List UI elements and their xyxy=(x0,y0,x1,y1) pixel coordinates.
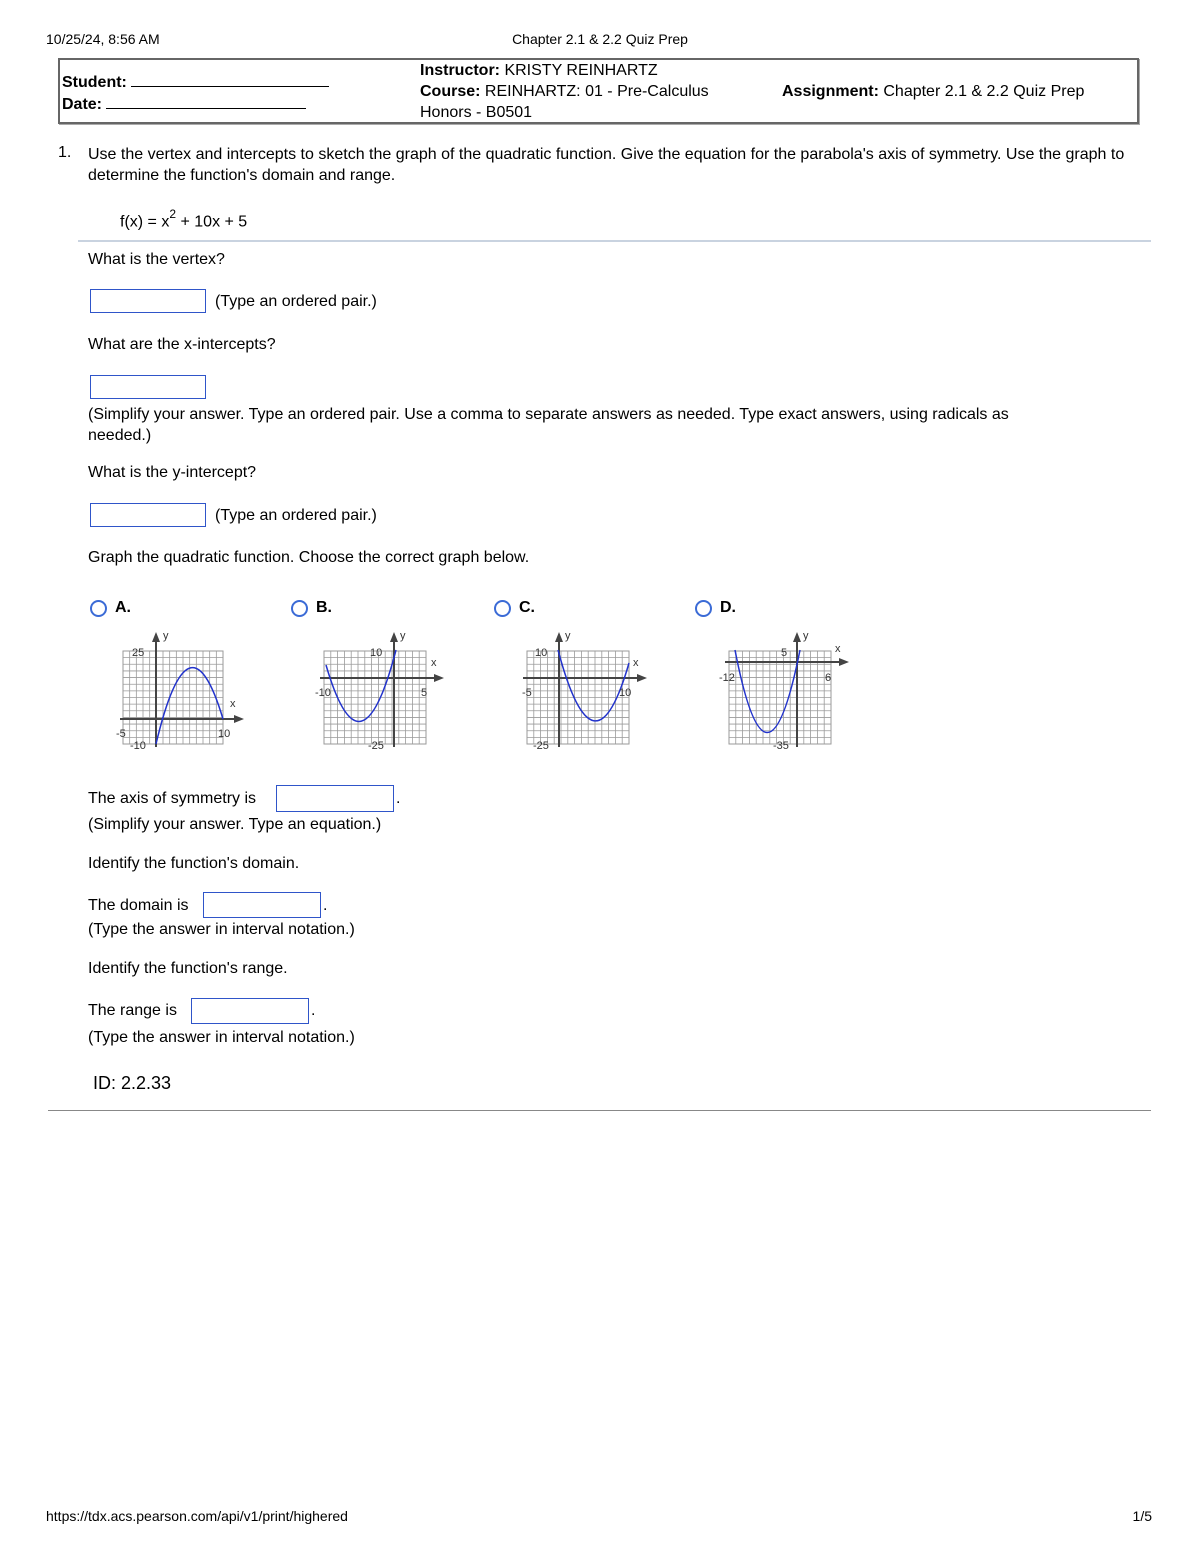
choice-c-label: C. xyxy=(519,599,535,616)
choice-d-xmax: 6 xyxy=(825,672,832,684)
instructor-value: KRISTY REINHARTZ xyxy=(504,62,658,79)
choice-a-ymax: 25 xyxy=(132,647,145,659)
assignment-field xyxy=(782,83,1084,101)
choice-d-graph[interactable] xyxy=(715,625,860,755)
choice-a-graph[interactable] xyxy=(110,625,255,755)
course-value: REINHARTZ: 01 - Pre-Calculus xyxy=(484,83,709,100)
assignment-info-box xyxy=(58,58,1139,124)
choice-a-xmin: -5 xyxy=(116,728,126,740)
xint-input[interactable] xyxy=(90,375,206,399)
choice-d-label: D. xyxy=(720,599,736,616)
date-label: Date: xyxy=(62,96,103,113)
choice-d-ylabel: y xyxy=(803,630,809,642)
choice-b-y-arrow xyxy=(390,632,398,642)
course-label: Course: xyxy=(420,83,481,100)
formula-lhs: f(x) = x xyxy=(120,213,170,231)
choice-d-xmin: -12 xyxy=(719,672,735,684)
range-prefix: The range is xyxy=(88,1002,177,1019)
vertex-question: What is the vertex? xyxy=(88,251,225,268)
date-blank-line xyxy=(106,95,306,109)
xint-hint: (Simplify your answer. Type an ordered pair. Use a comma to separate answers as needed. Type exact answers, using radicals as needed.) xyxy=(88,406,1009,444)
assignment-label: Assignment: xyxy=(782,83,879,100)
choice-b-label: B. xyxy=(316,599,332,616)
choice-b-ymax: 10 xyxy=(370,647,383,659)
choice-b-ymin: -25 xyxy=(368,740,384,752)
axis-prefix: The axis of symmetry is xyxy=(88,790,257,807)
formula-exponent: 2 xyxy=(169,207,177,221)
range-prompt: Identify the function's range. xyxy=(88,960,288,977)
range-suffix: . xyxy=(311,1002,316,1019)
choice-c-y-arrow xyxy=(555,632,563,642)
print-title: Chapter 2.1 & 2.2 Quiz Prep xyxy=(512,31,688,47)
question-id: ID: 2.2.33 xyxy=(93,1073,172,1093)
choice-d-radio[interactable] xyxy=(695,600,712,617)
choice-a-ymin: -10 xyxy=(130,740,146,752)
student-label: Student: xyxy=(62,74,127,91)
choice-a-y-arrow xyxy=(152,632,160,642)
instructor-label: Instructor: xyxy=(420,62,500,79)
choice-a-ylabel: y xyxy=(163,630,169,642)
vertex-hint: (Type an ordered pair.) xyxy=(215,293,377,310)
axis-suffix: . xyxy=(396,790,401,807)
choice-c-x-arrow xyxy=(637,674,647,682)
choice-b-xmax: 5 xyxy=(421,687,428,699)
domain-hint: (Type the answer in interval notation.) xyxy=(88,921,355,938)
function-formula xyxy=(120,209,247,231)
choice-c-xmin: -5 xyxy=(522,687,532,699)
choice-b-ylabel: y xyxy=(400,630,406,642)
choice-c-radio[interactable] xyxy=(494,600,511,617)
domain-input[interactable] xyxy=(203,892,321,918)
instructor-field xyxy=(420,62,658,80)
formula-rest: + 10x + 5 xyxy=(176,213,248,231)
yint-question: What is the y-intercept? xyxy=(88,464,257,481)
choice-c-xlabel: x xyxy=(633,657,639,669)
choice-a-xmax: 10 xyxy=(218,728,231,740)
choice-b-graph[interactable] xyxy=(310,625,455,755)
choice-a-grid xyxy=(123,651,223,744)
assignment-value: Chapter 2.1 & 2.2 Quiz Prep xyxy=(883,83,1085,100)
choice-c-ymin: -25 xyxy=(533,740,549,752)
xint-question: What are the x-intercepts? xyxy=(88,336,276,353)
choice-b-xlabel: x xyxy=(431,657,437,669)
choice-d-ymax: 5 xyxy=(781,647,788,659)
choice-c-graph[interactable] xyxy=(513,625,658,755)
choice-b-grid xyxy=(324,651,426,744)
question-divider xyxy=(78,240,1151,242)
choice-b-x-arrow xyxy=(434,674,444,682)
range-input[interactable] xyxy=(191,998,309,1024)
axis-hint: (Simplify your answer. Type an equation.) xyxy=(88,816,382,833)
range-hint: (Type the answer in interval notation.) xyxy=(88,1029,355,1046)
question-end-divider xyxy=(48,1110,1151,1111)
domain-prompt: Identify the function's domain. xyxy=(88,855,300,872)
choice-d-ymin: -35 xyxy=(773,740,789,752)
print-page-number: 1/5 xyxy=(1132,1508,1152,1524)
graph-prompt: Graph the quadratic function. Choose the correct graph below. xyxy=(88,549,530,566)
course-value-line2: Honors - B0501 xyxy=(420,104,533,121)
axis-input[interactable] xyxy=(276,785,394,812)
question-prompt: Use the vertex and intercepts to sketch the graph of the quadratic function. Give the equation for the parabola's axis of symmetry. Use the graph to determine the function's domain and range. xyxy=(88,146,1125,184)
yint-hint: (Type an ordered pair.) xyxy=(215,507,377,524)
choice-b-xmin: -10 xyxy=(315,687,331,699)
course-field xyxy=(420,83,709,101)
choice-a-label: A. xyxy=(115,599,131,616)
choice-c-ylabel: y xyxy=(565,630,571,642)
choice-d-xlabel: x xyxy=(835,643,841,655)
choice-d-x-arrow xyxy=(839,658,849,666)
question-number: 1. xyxy=(58,144,72,161)
domain-suffix: . xyxy=(323,897,328,914)
print-url: https://tdx.acs.pearson.com/api/v1/print/highered xyxy=(46,1508,348,1524)
yint-input[interactable] xyxy=(90,503,206,527)
choice-c-grid xyxy=(527,651,632,744)
student-blank-line xyxy=(131,73,329,87)
choice-a-radio[interactable] xyxy=(90,600,107,617)
domain-prefix: The domain is xyxy=(88,897,189,914)
choice-d-y-arrow xyxy=(793,632,801,642)
choice-c-xmax: 10 xyxy=(619,687,632,699)
print-date: 10/25/24, 8:56 AM xyxy=(46,31,160,47)
choice-a-xlabel: x xyxy=(230,698,236,710)
choice-d-grid xyxy=(729,651,831,744)
choice-a-x-arrow xyxy=(234,715,244,723)
choice-c-ymax: 10 xyxy=(535,647,548,659)
student-field xyxy=(62,73,329,92)
vertex-input[interactable] xyxy=(90,289,206,313)
date-field xyxy=(62,95,306,114)
choice-b-radio[interactable] xyxy=(291,600,308,617)
